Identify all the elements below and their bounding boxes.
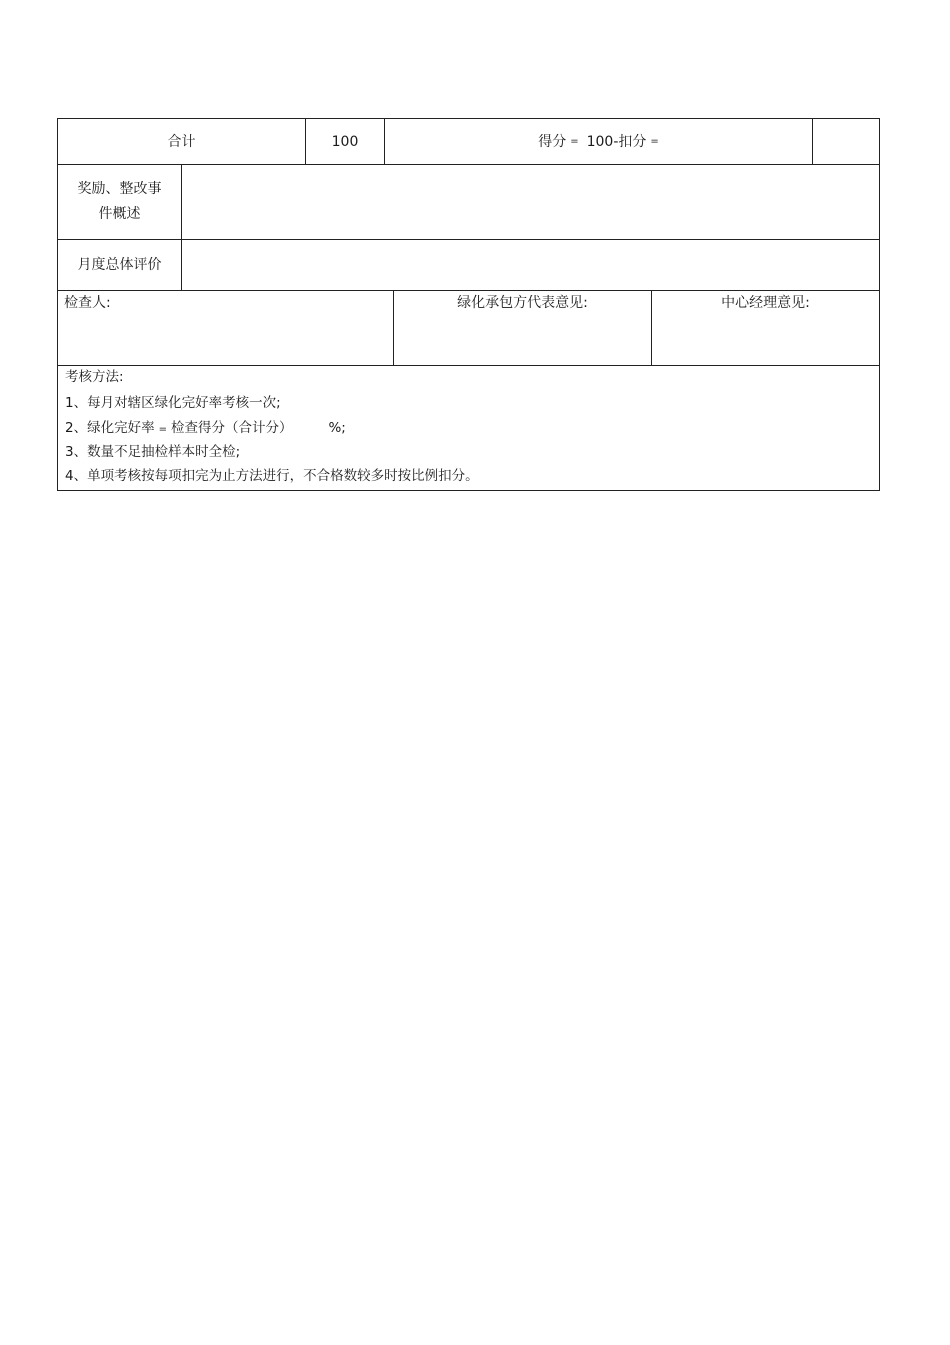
score-eq-1: =	[570, 135, 579, 147]
method-item-4: 4、单项考核按每项扣完为止方法进行，不合格数较多时按比例扣分。	[65, 468, 479, 484]
rewards-row	[58, 165, 879, 240]
total-score-cell	[306, 119, 385, 164]
monthly-label: 月度总体评价	[77, 257, 162, 273]
score-value-cell	[813, 119, 879, 164]
monthly-label-cell	[58, 240, 182, 290]
total-label-cell	[58, 119, 306, 164]
method-item-3: 3、数量不足抽检样本时全检;	[65, 444, 241, 460]
signature-row	[58, 291, 879, 366]
total-label: 合计	[167, 133, 196, 150]
inspector-cell	[58, 291, 394, 365]
manager-label: 中心经理意见:	[721, 295, 810, 311]
method-item-2	[65, 418, 346, 440]
method-row	[58, 366, 879, 490]
rewards-content-cell	[182, 165, 879, 239]
assessment-table	[57, 118, 880, 491]
monthly-content-cell	[182, 240, 879, 290]
rewards-label-line2: 件概述	[98, 206, 141, 222]
rewards-label-cell	[58, 165, 182, 239]
manager-cell	[652, 291, 879, 365]
method-item-2-c: %;	[328, 420, 346, 436]
method-title: 考核方法:	[65, 369, 124, 385]
score-formula-cell	[385, 119, 813, 164]
contractor-cell	[394, 291, 652, 365]
contractor-label: 绿化承包方代表意见:	[457, 295, 588, 311]
method-item-2-eq: =	[158, 424, 167, 435]
score-label: 得分	[538, 133, 567, 150]
rewards-label-line1: 奖励、整改事	[77, 181, 162, 197]
monthly-row	[58, 240, 879, 291]
inspector-label: 检查人:	[64, 295, 111, 311]
total-score: 100	[331, 133, 359, 150]
method-item-2-a: 2、绿化完好率	[65, 420, 155, 436]
method-item-1: 1、每月对辖区绿化完好率考核一次;	[65, 395, 281, 411]
summary-row	[58, 119, 879, 165]
method-item-2-b: 检查得分（合计分）	[170, 420, 293, 436]
score-formula: 100-扣分	[586, 133, 647, 150]
score-eq-2: =	[650, 135, 659, 147]
